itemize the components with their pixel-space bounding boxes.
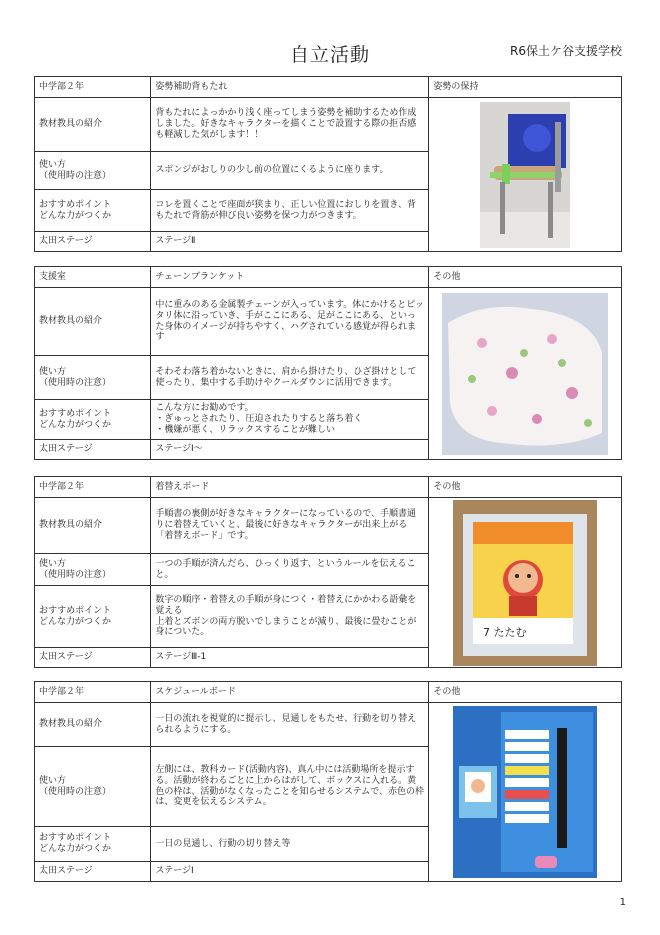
material-name: 着替えボード: [151, 477, 429, 498]
material-name: 姿勢補助背もたれ: [151, 77, 429, 98]
schedule-board-photo: [429, 703, 622, 882]
stage-value: ステージⅡ: [151, 232, 429, 252]
intro-text: 中に重みのある金属製チェーンが入っています。体にかけるとピッタリ体に沿っていき、手がここにある、足がここにある、といった身体のイメージが持ちやすく、ハグされている感覚が得られます: [151, 288, 429, 356]
category: その他: [429, 477, 622, 498]
stage-label: 太田ステージ: [35, 648, 151, 668]
stage-value: ステージⅠ: [151, 862, 429, 882]
chair-with-backrest-photo-icon: [480, 102, 570, 248]
department: 中学部２年: [35, 77, 151, 98]
usage-text: 一つの手順が済んだら、ひっくり返す、というルールを伝えること。: [151, 554, 429, 586]
school-name: R6保土ケ谷支援学校: [510, 44, 622, 58]
blanket-photo: [429, 288, 622, 460]
page-number: 1: [619, 897, 626, 908]
point-label: おすすめポイント どんな力がつくか: [35, 586, 151, 648]
intro-text: 背もたれによっかかり浅く座ってしまう姿勢を補助するため作成しました。好きなキャラクターを描くことで設置する際の拒否感も軽減した気がします！！: [151, 98, 429, 152]
material-card-1: [34, 76, 622, 252]
material-name: チェーンブランケット: [151, 267, 429, 288]
floral-blanket-photo-icon: [442, 293, 608, 455]
intro-text: 一日の流れを視覚的に提示し、見通しをもたせ、行動を切り替えられるようにする。: [151, 703, 429, 747]
usage-label: 使い方 （使用時の注意）: [35, 554, 151, 586]
point-text: 一日の見通し、行動の切り替え等: [151, 827, 429, 862]
photo-caption: 7 たたむ: [483, 625, 527, 639]
page-title: 自立活動: [289, 44, 370, 66]
point-text: コレを置くことで座面が狭まり、正しい位置におしりを置き、背もたれで背筋が伸び良い姿勢を保つ力がつきます。: [151, 190, 429, 232]
material-card-2: [34, 266, 622, 460]
stage-label: 太田ステージ: [35, 232, 151, 252]
category: 姿勢の保持: [429, 77, 622, 98]
point-label: おすすめポイント どんな力がつくか: [35, 190, 151, 232]
usage-text: 左側には、教科カード(活動内容)、真ん中には活動場所を提示する。活動が終わるごとに上からはがして、ボックスに入れる。黄色の枠は、活動がなくなったことを知らせるシステムで、赤色の枠は、変更を伝えるシステム。: [151, 747, 429, 827]
material-name: スケジュールボード: [151, 682, 429, 703]
usage-text: スポンジがおしりの少し前の位置にくるように座ります。: [151, 152, 429, 190]
chair-photo: [429, 98, 622, 252]
schedule-board-photo-icon: [453, 706, 597, 878]
point-label: おすすめポイント どんな力がつくか: [35, 827, 151, 862]
department: 中学部２年: [35, 477, 151, 498]
point-text: 数字の順序・着替えの手順が身につく・着替えにかかわる語彙を覚える 上着とズボンの両方脱いでしまうことが減り、最後に畳むことが身についた。: [151, 586, 429, 648]
intro-label: 教材教具の紹介: [35, 703, 151, 747]
point-text: こんな方にお勧めです。 ・ぎゅっとされたり、圧迫されたりすると落ち着く ・機嫌が悪く、リラックスすることが難しい: [151, 400, 429, 440]
category: その他: [429, 682, 622, 703]
material-card-3: [34, 476, 622, 668]
intro-text: 手順書の裏側が好きなキャラクターになっているので、手順書通りに着替えていくと、最後に好きなキャラクターが出来上がる「着替えボード」です。: [151, 498, 429, 554]
intro-label: 教材教具の紹介: [35, 288, 151, 356]
intro-label: 教材教具の紹介: [35, 498, 151, 554]
stage-label: 太田ステージ: [35, 440, 151, 460]
changing-board-photo: [429, 498, 622, 668]
stage-label: 太田ステージ: [35, 862, 151, 882]
usage-label: 使い方 （使用時の注意）: [35, 747, 151, 827]
usage-label: 使い方 （使用時の注意）: [35, 152, 151, 190]
changing-board-photo-icon: [453, 500, 597, 666]
usage-text: そわそわ落ち着かないときに、肩から掛けたり、ひざ掛けとして使ったり、集中する手助けやクールダウンに活用できます。: [151, 356, 429, 400]
stage-value: ステージⅢ-1: [151, 648, 429, 668]
intro-label: 教材教具の紹介: [35, 98, 151, 152]
department: 中学部２年: [35, 682, 151, 703]
usage-label: 使い方 （使用時の注意）: [35, 356, 151, 400]
category: その他: [429, 267, 622, 288]
stage-value: ステージⅠ～: [151, 440, 429, 460]
department: 支援室: [35, 267, 151, 288]
material-card-4: [34, 681, 622, 882]
point-label: おすすめポイント どんな力がつくか: [35, 400, 151, 440]
